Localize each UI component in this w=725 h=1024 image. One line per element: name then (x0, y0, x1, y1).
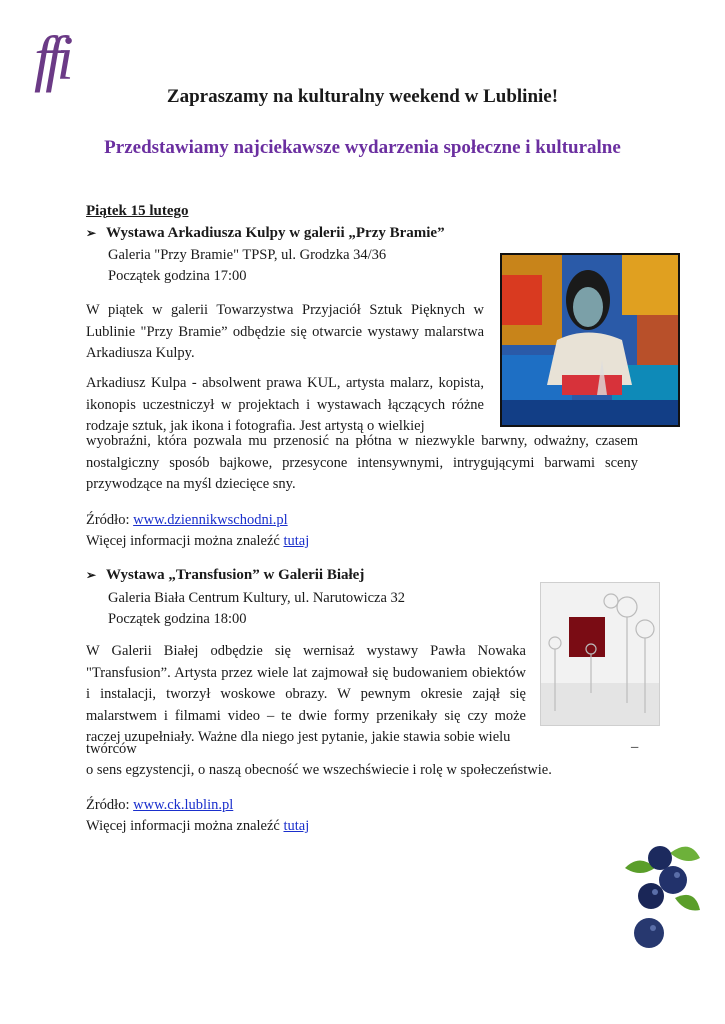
source-label: Źródło: (86, 512, 134, 528)
source-link[interactable]: www.ck.lublin.pl (133, 797, 234, 813)
more-link[interactable]: tutaj (283, 533, 310, 549)
event-2-place: Galeria Biała Centrum Kultury, ul. Narutowicza 32 (108, 590, 406, 606)
event-1-source (86, 510, 288, 532)
event-2-paragraph-tail: twórców (86, 741, 137, 757)
event-1-paragraph-2a: Arkadiusz Kulpa - absolwent prawa KUL, artysta malarz, kopista, ikonopis uczestniczył w projektach i wystawach łączących różne rodzaje sztuk, jak ikona i fotografia. Jest artystą o wielkiej (86, 375, 484, 434)
event-2-title (86, 567, 364, 584)
event-1-time: Początek godzina 17:00 (108, 268, 247, 284)
event-2-time: Początek godzina 18:00 (108, 611, 247, 627)
event-1-title-text: Wystawa Arkadiusza Kulpy w galerii „Przy Bramie” (106, 225, 445, 241)
source-label: Źródło: (86, 797, 134, 813)
more-label: Więcej informacji można znaleźć (86, 818, 284, 834)
day-heading: Piątek 15 lutego (86, 203, 189, 219)
event-2-dash: – (631, 739, 639, 755)
event-2-paragraph: W Galerii Białej odbędzie się wernisaż wystawy Pawła Nowaka "Transfusion”. Artysta przez wiele lat zajmował się budowaniem obiektów i instalacji, tworzył woskowe obrazy. W pewnym okresie zajął się malarstwem i filmami video – te dwie formy przenikały się czy może raczej uzupełniały. Ważne dla niego jest pytanie, jakie stawia sobie wielu (86, 643, 526, 745)
page-subtitle: Przedstawiamy najciekawsze wydarzenia społeczne i kulturalne (104, 137, 621, 158)
event-1-more (86, 531, 309, 553)
event-2-more (86, 816, 309, 838)
event-1-paragraph-1: W piątek w galerii Towarzystwa Przyjaciół Sztuk Pięknych w Lublinie "Przy Bramie” odbędzie się otwarcie wystawy malarstwa Arkadiusza Kulpy. (86, 302, 484, 361)
event-2-paragraph-last: o sens egzystencji, o naszą obecność we wszechświecie i rolę w społeczeństwie. (86, 762, 552, 778)
source-link[interactable]: www.dziennikwschodni.pl (133, 512, 288, 528)
event-1-place: Galeria "Przy Bramie" TPSP, ul. Grodzka 34/36 (108, 247, 387, 263)
event-2-source (86, 795, 233, 817)
installation-image (540, 582, 660, 726)
painting-image (500, 253, 680, 427)
logo-text: ffi (34, 25, 68, 93)
event-1-paragraph-2b: wyobraźni, która pozwala mu przenosić na płótna w niezwykle barwny, odważny, czasem nostalgiczny sposób bajkowe, przesycone intensywnymi, intrygującymi barwami sceny przywodzące na myśl dziecięce sny. (86, 433, 638, 492)
more-label: Więcej informacji można znaleźć (86, 533, 284, 549)
arrow-bullet-icon: ➢ (86, 226, 97, 240)
event-1-title (86, 225, 445, 242)
more-link[interactable]: tutaj (283, 818, 310, 834)
arrow-bullet-icon: ➢ (86, 568, 97, 582)
event-2-title-text: Wystawa „Transfusion” w Galerii Białej (106, 567, 365, 583)
blueberries-decoration (615, 838, 705, 958)
page-title: Zapraszamy na kulturalny weekend w Lublinie! (166, 86, 559, 107)
